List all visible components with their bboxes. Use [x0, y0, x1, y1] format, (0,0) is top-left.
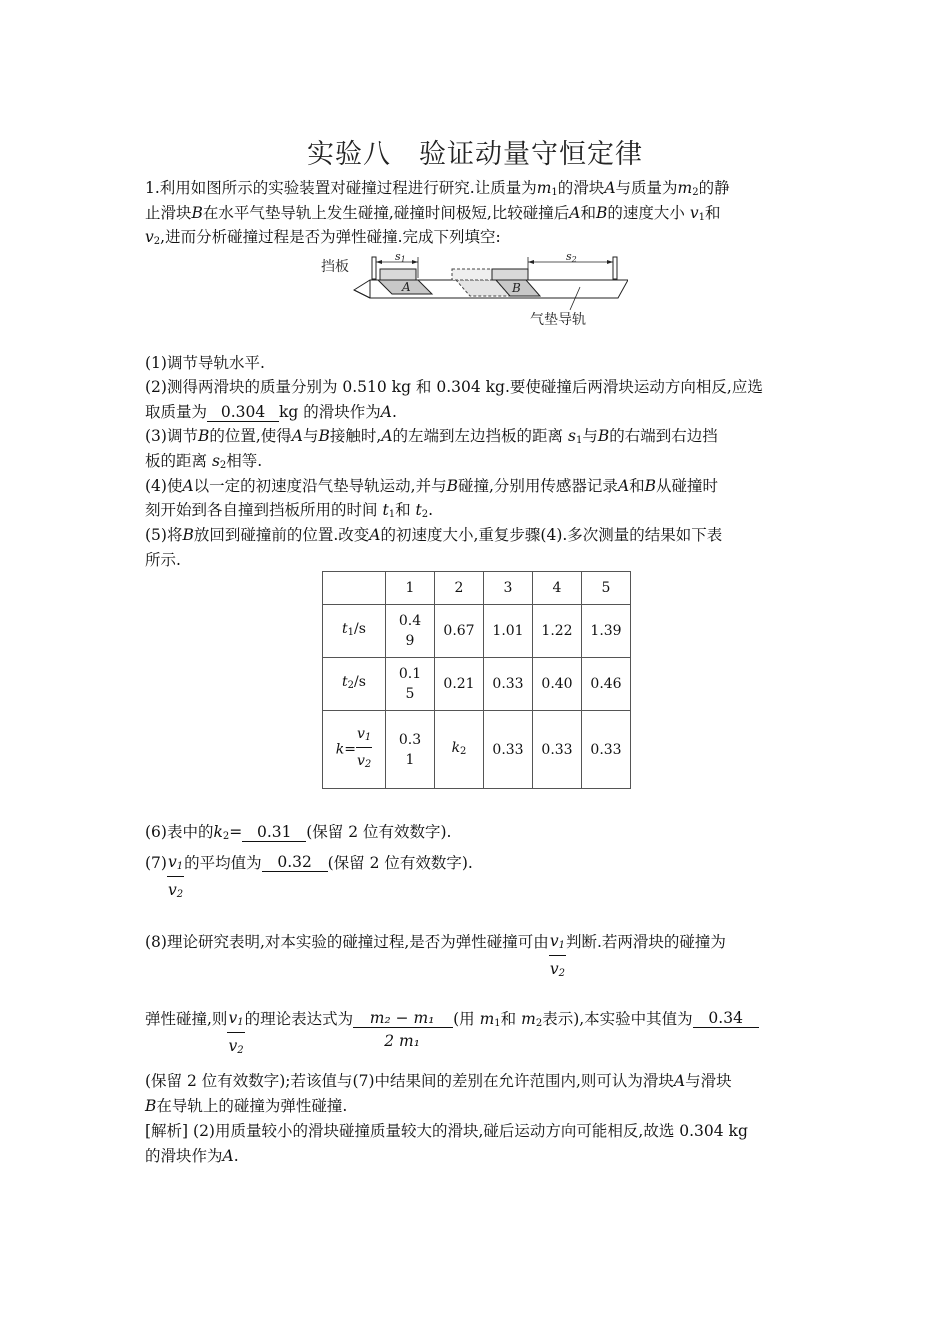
air-track-diagram	[318, 252, 628, 332]
table-cell: 1.39	[582, 605, 631, 658]
table-cell: $k_2$	[435, 711, 484, 789]
page-title: 实验八 验证动量守恒定律	[307, 139, 643, 170]
table-cell: 0.33	[582, 711, 631, 789]
table-cell: 1.01	[484, 605, 533, 658]
step-5-line-1: (5)将B放回到碰撞前的位置.改变A的初速度大小,重复步骤(4).多次测量的结果如下表	[145, 526, 723, 544]
question-8-line-3: (保留 2 位有效数字);若该值与(7)中结果间的差别在允许范围内,则可认为滑块A与滑块	[145, 1072, 732, 1090]
table-cell: 0.4 9	[386, 605, 435, 658]
table-header-row	[323, 572, 631, 605]
answer-blank-2: 0.304	[207, 403, 279, 422]
table-cell: 0.33	[484, 711, 533, 789]
row-label-t2: $t_2/s$	[323, 658, 386, 711]
question-line-2: 止滑块B在水平气垫导轨上发生碰撞,碰撞时间极短,比较碰撞后A和B的速度大小 $v_1$和	[145, 204, 721, 223]
row-label-t1: $t_1/s$	[323, 605, 386, 658]
question-6: (6)表中的$k_2= 0.31$ (保留 2 位有效数字).	[145, 823, 452, 842]
table-cell: 0.40	[533, 658, 582, 711]
block-a-label: A	[402, 280, 411, 294]
table-header-cell: 2	[435, 572, 484, 605]
step-5-line-2: 所示.	[145, 551, 181, 569]
analysis-line-2: 的滑块作为A.	[145, 1147, 239, 1165]
data-table	[322, 571, 631, 789]
table-row-k	[323, 711, 631, 789]
question-8-line-2: 弹性碰撞,则 $\frac{v_1}{v_2}$ 的理论表达式为 $\frac{\text{m₂ − m₁}}{\text{2 m₁}}$ (用 $m_1$和 $m_2$表示),本实验中其值为 0.34	[145, 1009, 759, 1060]
baffle-label: 挡板	[321, 259, 349, 275]
answer-blank-8-expression: $\frac{\text{m₂ − m₁}}{\text{2 m₁}}$	[367, 1009, 437, 1050]
step-4-line-2: 刻开始到各自撞到挡板所用的时间 $t_1$和 $t_2$.	[145, 501, 434, 520]
step-3-line-2: 板的距离 $s_2$相等.	[145, 452, 263, 471]
table-cell: 0.3 1	[386, 711, 435, 789]
question-7: (7) $\frac{v_1}{v_2}$ 的平均值为 0.32 (保留 2 位有效数字).	[145, 853, 473, 900]
table-cell: 0.33	[484, 658, 533, 711]
answer-blank-6: 0.31	[242, 823, 306, 842]
table-header-cell: 1	[386, 572, 435, 605]
step-2-line-1: (2)测得两滑块的质量分别为 0.510 kg 和 0.304 kg.要使碰撞后两滑块运动方向相反,应选	[145, 378, 763, 396]
table-cell: 0.1 5	[386, 658, 435, 711]
table-row-t2	[323, 658, 631, 711]
table-header-cell: 4	[533, 572, 582, 605]
analysis-line-1: [解析] (2)用质量较小的滑块碰撞质量较大的滑块,碰后运动方向可能相反,故选 0.304 kg	[145, 1122, 748, 1140]
left-baffle	[372, 257, 376, 279]
step-3-line-1: (3)调节B的位置,使得A与B接触时,A的左端到左边挡板的距离 $s_1$与B的右端到右边挡	[145, 427, 718, 446]
s1-label: s1	[395, 252, 406, 264]
table-cell: 0.33	[533, 711, 582, 789]
block-b-label: B	[512, 281, 521, 295]
answer-blank-7: 0.32	[262, 853, 328, 872]
table-cell: 1.22	[533, 605, 582, 658]
step-2-line-2: 取质量为 0.304 kg 的滑块作为A.	[145, 403, 397, 421]
question-line-1: 1.利用如图所示的实验装置对碰撞过程进行研究.让质量为$m_1$的滑块A与质量为$m_2$的静	[145, 179, 730, 198]
table-cell: 0.67	[435, 605, 484, 658]
s2-label: s2	[566, 252, 577, 264]
question-8-line-4: B在导轨上的碰撞为弹性碰撞.	[145, 1097, 348, 1115]
step-4-line-1: (4)使A以一定的初速度沿气垫导轨运动,并与B碰撞,分别用传感器记录A和B从碰撞时	[145, 477, 719, 495]
table-cell: 0.21	[435, 658, 484, 711]
question-line-3: $v_2$,进而分析碰撞过程是否为弹性碰撞.完成下列填空:	[145, 228, 501, 247]
answer-blank-8: 0.34	[693, 1009, 759, 1028]
track-label: 气垫导轨	[530, 312, 586, 328]
row-label-k: k= $\frac{v_1}{v_2}$	[323, 711, 386, 789]
table-header-cell	[323, 572, 386, 605]
right-baffle	[613, 257, 617, 279]
question-8-line-1: (8)理论研究表明,对本实验的碰撞过程,是否为弹性碰撞可由 $\frac{v_1}{v_2}$ 判断.若两滑块的碰撞为	[145, 932, 726, 979]
step-1: (1)调节导轨水平.	[145, 354, 265, 372]
table-cell: 0.46	[582, 658, 631, 711]
table-header-cell: 3	[484, 572, 533, 605]
table-row-t1	[323, 605, 631, 658]
table-header-cell: 5	[582, 572, 631, 605]
